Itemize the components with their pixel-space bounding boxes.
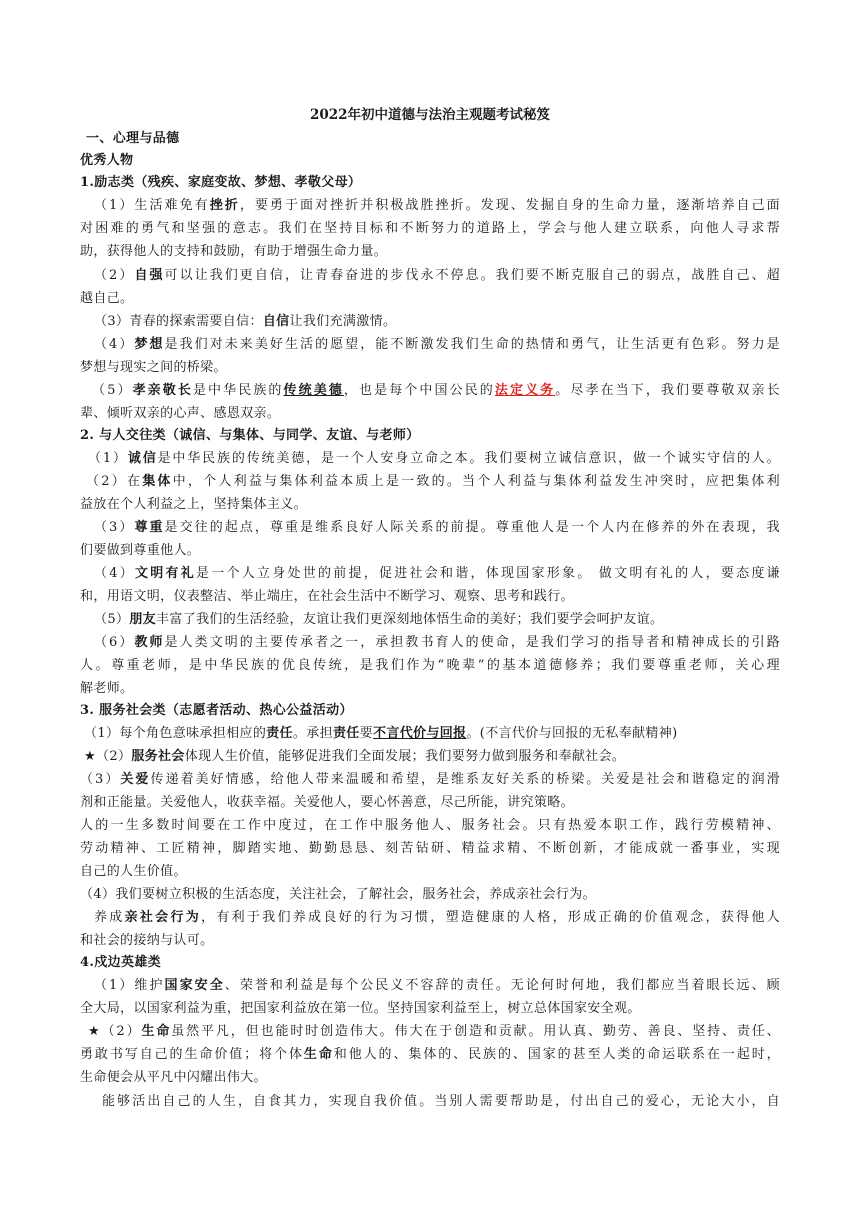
paragraph-line: 能够活出自己的人生，自食其力，实现自我价值。当别人需要帮助是，付出自己的爱心，无论大小，自 [102,1094,780,1109]
paragraph-line: ★（2）服务社会体现人生价值，能够促进我们全面发展；我们要努力做到服务和奉献社会。 [84,749,626,764]
paragraph-line: 劳动精神、工匠精神，脚踏实地、勤勤恳恳、刻苦钻研、精益求精、不断创新，才能成就一番事业，实现 [80,841,780,856]
paragraph-line: 们要做到尊重他人。 [80,543,201,558]
paragraph-line: 和社会的接纳与认可。 [80,933,214,948]
category-heading-2: 2. 与人交往类（诚信、与集体、与同学、友谊、与老师） [80,428,420,443]
paragraph-line: （4）梦想是我们对未来美好生活的愿望，能不断激发我们生命的热情和勇气，让生活更有色彩。努力是 [94,337,780,352]
paragraph-line: 益放在个人利益之上，坚持集体主义。 [80,497,307,512]
paragraph-line: 生命便会从平凡中闪耀出伟大。 [80,1070,267,1085]
paragraph-line: （5）朋友丰富了我们的生活经验，友谊让我们更深刻地体悟生命的美好；我们要学会呵护友谊。 [94,612,664,627]
paragraph-line: （5）孝亲敬长是中华民族的传统美德，也是每个中国公民的法定义务。尽孝在当下，我们要尊敬双亲长 [92,383,780,398]
paragraph-line: （3）青春的探索需要自信：自信让我们充满激情。 [94,314,397,329]
paragraph-line: （2）自强可以让我们更自信，让青春奋进的步伐永不停息。我们要不断克服自己的弱点，战胜自己、超 [94,268,780,283]
paragraph-line: （1）诚信是中华民族的传统美德，是一个人安身立命之本。我们要树立诚信意识，做一个诚实守信的人。 [88,451,780,466]
paragraph-line: 和，用语文明，仪表整洁、举止端庄，在社会生活中不断学习、观察、思考和践行。 [80,589,574,604]
legal-duty-highlight: 法定义务 [494,383,556,398]
paragraph-line: （6）教师是人类文明的主要传承者之一，承担教书育人的使命，是我们学习的指导者和精神成长的引路 [94,635,780,650]
paragraph-line: （4）我们要树立积极的生活态度，关注社会，了解社会，服务社会，养成亲社会行为。 [80,887,596,902]
paragraph-line: （3）尊重是交往的起点，尊重是维系良好人际关系的前提。尊重他人是一个人内在修养的外在表现，我 [94,520,780,535]
section-heading-1: 一、心理与品德 [86,131,180,146]
paragraph-line: 辈、倾听双亲的心声、感恩双亲。 [80,406,281,421]
paragraph-line: 人。尊重老师，是中华民族的优良传统，是我们作为“晚辈”的基本道德修养；我们要尊重老师，关心理 [80,658,780,673]
paragraph-line: 解老师。 [80,681,134,696]
paragraph-line: 越自己。 [80,291,134,306]
paragraph-line: （3）关爱传递着美好情感，给他人带来温暖和希望，是维系友好关系的桥梁。关爱是社会和谐稳定的润滑 [80,772,781,787]
paragraph-line: 人的一生多数时间要在工作中度过，在工作中服务他人、服务社会。只有热爱本职工作，践行劳模精神、 [80,818,780,833]
paragraph-line: 梦想与现实之间的桥梁。 [80,360,227,375]
category-heading-3: 3. 服务社会类（志愿者活动、热心公益活动） [80,703,353,718]
paragraph-line: （2）在集体中，个人利益与集体利益本质上是一致的。当个人利益与集体利益发生冲突时，应把集体利 [86,474,781,489]
paragraph-line: 对困难的勇气和坚强的意志。我们在坚持目标和不断努力的道路上，学会与他人建立联系，向他人寻求帮 [80,221,780,236]
paragraph-line: 助，获得他人的支持和鼓励，有助于增强生命力量。 [80,244,388,259]
paragraph-line: 勇敢书写自己的生命价值；将个体生命和他人的、集体的、民族的、国家的甚至人类的命运联系在一起时， [80,1047,780,1062]
paragraph-line: （4）文明有礼是一个人立身处世的前提，促进社会和谐，体现国家形象。 做文明有礼的人，要态度谦 [94,566,780,581]
paragraph-line: （1）每个角色意味承担相应的责任。承担责任要不言代价与回报。(不言代价与回报的无私奉献精神) [84,726,678,741]
subheading-outstanding-people: 优秀人物 [80,153,134,168]
paragraph-line: 自己的人生价值。 [80,864,187,879]
paragraph-line: （1）生活难免有挫折，要勇于面对挫折并积极战胜挫折。发现、发掘自身的生命力量，逐渐培养自己面 [94,198,780,213]
paragraph-line: （1）维护国家安全、荣誉和利益是每个公民义不容辞的责任。无论何时何地，我们都应当着眼长远、顾 [94,978,781,993]
paragraph-line: ★（2）生命虽然平凡，但也能时时创造伟大。伟大在于创造和贡献。用认真、勤劳、善良、坚持、责任、 [88,1024,780,1039]
paragraph-line: 养成亲社会行为，有利于我们养成良好的行为习惯，塑造健康的人格，形成正确的价值观念，获得他人 [94,910,780,925]
category-heading-1: 1.励志类（残疾、家庭变故、梦想、孝敬父母） [80,175,362,190]
paragraph-line: 剂和正能量。关爱他人，收获幸福。关爱他人，要心怀善意，尽己所能，讲究策略。 [80,795,574,810]
document-title: 2022年初中道德与法治主观题考试秘笈 [309,107,551,123]
paragraph-line: 全大局，以国家利益为重，把国家利益放在第一位。坚持国家利益至上，树立总体国家安全观。 [80,1001,641,1016]
category-heading-4: 4.戍边英雄类 [80,955,162,970]
